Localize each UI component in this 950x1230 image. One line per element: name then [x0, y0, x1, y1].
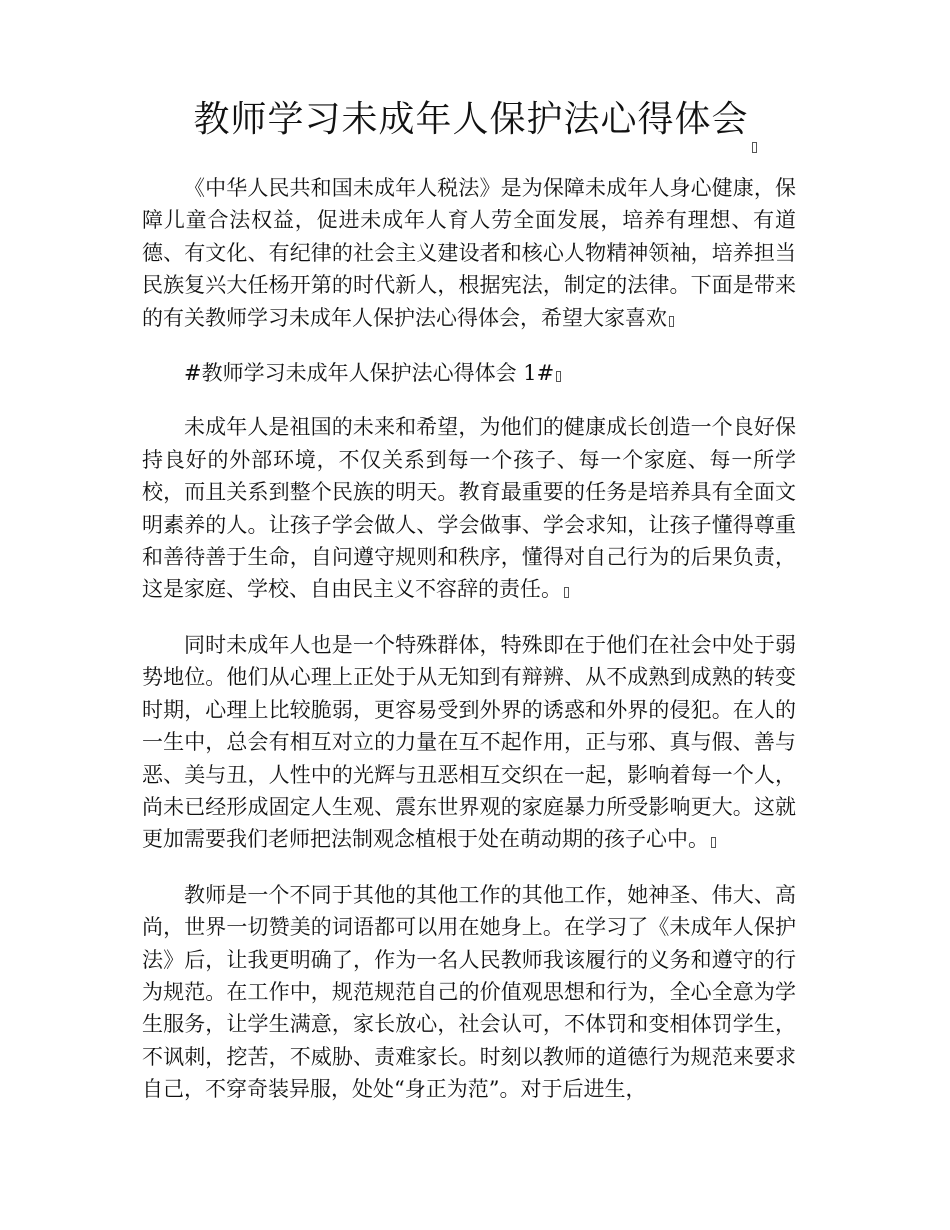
paragraph-mark-icon — [669, 316, 674, 327]
document-title-text: 教师学习未成年人保护法心得体会 — [193, 99, 749, 140]
paragraph-mark-icon — [556, 371, 561, 382]
body-paragraph — [142, 629, 796, 856]
body-paragraph — [142, 411, 796, 605]
section-heading — [142, 357, 796, 389]
section-heading-text: #教师学习未成年人保护法心得体会 1# — [184, 361, 555, 386]
paragraph-mark-icon — [752, 142, 757, 153]
paragraph-text: 《中华人民共和国未成年人税法》是为保障未成年人身心健康，保障儿童合法权益，促进未成年人育人劳全面发展，培养有理想、有道德、有文化、有纪律的社会主义建设者和核心人物精神领袖，培养担当民族复兴大任杨开第的时代新人，根据宪法，制定的法律。下面是带来的有关教师学习未成年人保护法心得体会，希望大家喜欢 — [142, 176, 796, 330]
intro-paragraph — [142, 172, 796, 334]
paragraph-text: 未成年人是祖国的未来和希望，为他们的健康成长创造一个良好保持良好的外部环境，不仅关系到每一个孩子、每一个家庭、每一所学校，而且关系到整个民族的明天。教育最重要的任务是培养具有全面文明素养的人。让孩子学会做人、学会做事、学会求知，让孩子懂得尊重和善待善于生命，自问遵守规则和秩序，懂得对自己行为的后果负责，这是家庭、学校、自由民主义不容辞的责任。 — [142, 415, 796, 602]
document-body — [142, 172, 796, 1129]
paragraph-mark-icon — [564, 587, 569, 598]
body-paragraph — [142, 879, 796, 1106]
paragraph-mark-icon — [711, 837, 716, 848]
paragraph-text: 同时未成年人也是一个特殊群体，特殊即在于他们在社会中处于弱势地位。他们从心理上正处于从无知到有辩辨、从不成熟到成熟的转变时期，心理上比较脆弱，更容易受到外界的诱惑和外界的侵犯。在人的一生中，总会有相互对立的力量在互不起作用，正与邪、真与假、善与恶、美与丑，人性中的光辉与丑恶相互交织在一起，影响着每一个人，尚未已经形成固定人生观、震东世界观的家庭暴力所受影响更大。这就更加需要我们老师把法制观念植根于处在萌动期的孩子心中。 — [142, 632, 796, 852]
document-title — [0, 96, 950, 153]
paragraph-text: 教师是一个不同于其他的其他工作的其他工作，她神圣、伟大、高尚，世界一切赞美的词语都可以用在她身上。在学习了《未成年人保护法》后，让我更明确了，作为一名人民教师我该履行的义务和遵守的行为规范。在工作中，规范规范自己的价值观思想和行为，全心全意为学生服务，让学生满意，家长放心，社会认可，不体罚和变相体罚学生，不讽刺，挖苦，不威胁、责难家长。时刻以教师的道德行为规范来要求自己，不穿奇装异服，处处“身正为范”。对于后进生， — [142, 882, 796, 1102]
